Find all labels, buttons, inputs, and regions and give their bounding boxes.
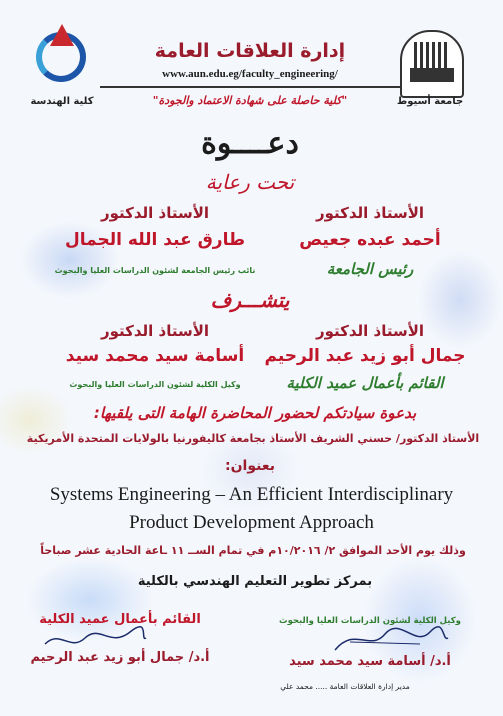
footer-note: مدير إدارة العلاقات العامة ..... محمد علي bbox=[280, 682, 410, 691]
logo-triangle bbox=[50, 24, 74, 46]
lecture-title-line2: Product Development Approach bbox=[129, 512, 374, 533]
lecture-title-line1: Systems Engineering – An Efficient Interdisciplinary bbox=[49, 484, 454, 505]
honored-label: يتشـــرف bbox=[210, 288, 290, 312]
patron-left-title: الأستاذ الدكتور bbox=[100, 204, 210, 222]
header-title: إدارة العلاقات العامة bbox=[154, 40, 346, 62]
signature-left-name: أ.د/ جمال أبو زيد عبد الرحيم bbox=[30, 650, 210, 665]
accreditation-slogan: "كلية حاصلة على شهادة الاعتماد والجودة" bbox=[152, 94, 348, 107]
venue-line: بمركز تطوير التعليم الهندسي بالكلية bbox=[137, 574, 373, 589]
host-right-role: القائم بأعمال عميد الكلية bbox=[286, 374, 444, 392]
signature-right-scribble bbox=[330, 622, 450, 658]
website-link[interactable]: www.aun.edu.eg/faculty_engineering/ bbox=[162, 68, 338, 80]
patron-left-name: طارق عبد الله الجمال bbox=[65, 230, 245, 250]
signature-right-role: وكيل الكلية لشئون الدراسات العليا والبحوث bbox=[279, 616, 461, 626]
signature-left-role: القائم بأعمال عميد الكلية bbox=[39, 612, 201, 627]
logo-band bbox=[410, 68, 454, 82]
faculty-caption: كلية الهندسة bbox=[30, 96, 94, 107]
header-divider bbox=[100, 86, 400, 88]
faculty-engineering-logo bbox=[30, 24, 92, 86]
host-left-name: أسامة سيد محمد سيد bbox=[65, 346, 245, 366]
host-right-title: الأستاذ الدكتور bbox=[315, 322, 425, 340]
patron-right-name: أحمد عبده جعيص bbox=[299, 230, 441, 250]
patron-left-role: نائب رئيس الجامعة لشئون الدراسات العليا والبحوث bbox=[54, 266, 256, 275]
host-left-title: الأستاذ الدكتور bbox=[100, 322, 210, 340]
speaker-line: الأستاذ الدكتور/ حسني الشريف الأستاذ بجامعة كاليفورنيا بالولايات المتحدة الأمريكية bbox=[26, 432, 480, 445]
assiut-university-logo bbox=[400, 30, 464, 98]
host-left-role: وكيل الكلية لشئون الدراسات العليا والبحوث bbox=[69, 380, 241, 389]
date-line: وذلك يوم الأحد الموافق ٢/ ١٠/٢٠١٦م في تمام الســ ١١ ـاعة الحادية عشر صباحاً bbox=[40, 544, 466, 557]
university-caption: جامعة أسيوط bbox=[396, 96, 464, 107]
patron-right-title: الأستاذ الدكتور bbox=[315, 204, 425, 222]
invite-line: بدعوة سيادتكم لحضور المحاضرة الهامة التى يلقيها: bbox=[93, 404, 417, 422]
invitation-heading: دعــــوة bbox=[201, 126, 299, 161]
title-label: بعنوان: bbox=[225, 458, 275, 474]
patronage-label: تحت رعاية bbox=[205, 170, 295, 194]
host-right-name: جمال أبو زيد عبد الرحيم bbox=[264, 346, 466, 366]
signature-right-name: أ.د/ أسامة سيد محمد سيد bbox=[289, 654, 451, 669]
patron-right-role: رئيس الجامعة bbox=[326, 260, 414, 278]
